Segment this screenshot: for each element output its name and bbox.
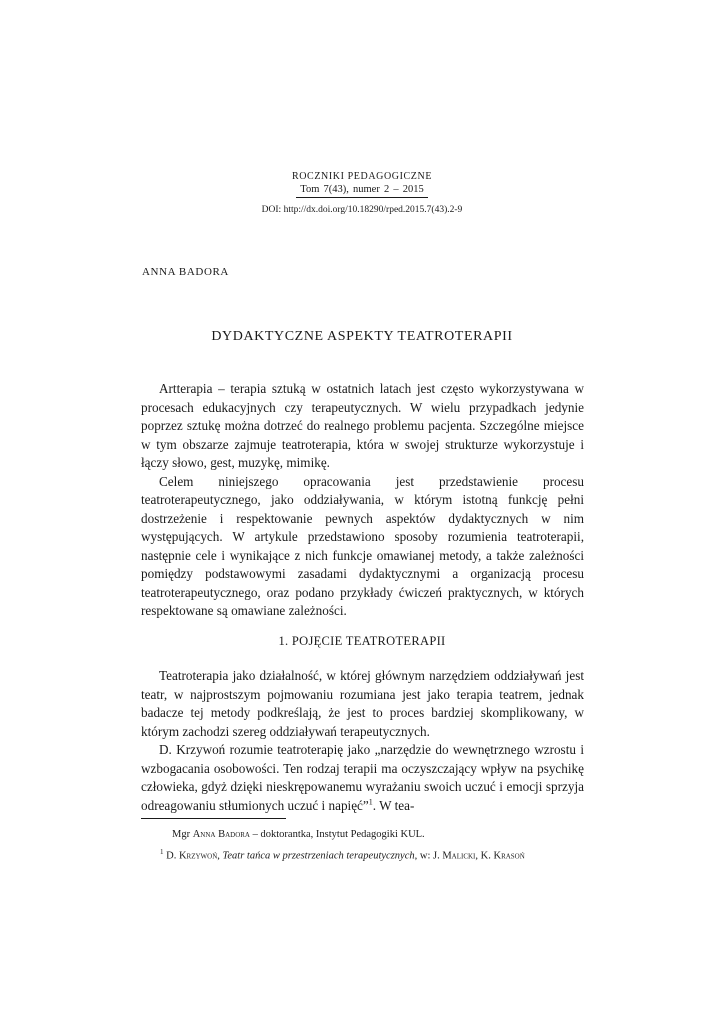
footnote-author-first: Anna	[192, 829, 216, 840]
footnote-editor: Malicki	[442, 850, 476, 862]
footnote-1	[160, 848, 525, 862]
section-heading: 1. POJĘCIE TEATROTERAPII	[278, 634, 446, 648]
footnote-marker: 1	[160, 848, 164, 856]
body-paragraph-text: D. Krzywoń rozumie teatroterapię jako „narzędzie do wewnętrznego wzrostu i wzbogacania osobowości. Ten rodzaj terapii ma oczyszczający wpływ na psychikę człowieka, gdyż dzięki nieskrępowanemu wyrażaniu swoich uczuć i emocji sprzyja odreagowaniu stłumionych uczuć i napięć”	[141, 742, 584, 813]
volume-info: Tom 7(43), numer 2 – 2015	[300, 184, 424, 195]
author-name: ANNA BADORA	[142, 266, 229, 278]
body-paragraph	[141, 741, 584, 815]
footnote-separator: ,	[217, 850, 223, 862]
footnote-cited-work: Teatr tańca w przestrzeniach terapeutycznych	[222, 850, 415, 862]
footnote-prefix: Mgr	[172, 829, 193, 840]
body-paragraph: Teatroterapia jako działalność, w której głównym narzędziem oddziaływań jest teatr, w najprostszym pojmowaniu rozumiana jest jako terapia teatrem, jednak badacze tej metody podkreślają, że jest to proces bardziej skomplikowany, w którym zachodzi szereg oddziaływań terapeutycznych.	[141, 668, 584, 739]
author-footnote	[172, 829, 425, 840]
footnote-in: , w: J.	[414, 850, 443, 862]
footnote-reference[interactable]: 1	[368, 797, 373, 807]
footnote-editor-separator: , K.	[475, 850, 494, 862]
journal-header	[0, 170, 724, 217]
header-rule	[296, 197, 428, 198]
footnote-rule	[141, 818, 286, 819]
article-title: DYDAKTYCZNE ASPEKTY TEATROTERAPII	[211, 329, 513, 344]
abstract-paragraph: Celem niniejszego opracowania jest przedstawienie procesu teatroterapeutycznego, jako oddziaływania, w którym istotną funkcję pełni dostrzeżenie i respektowanie pewnych aspektów dydaktycznych w nim występujących. W artykule przedstawiono sposoby rozumienia teatroterapii, następnie cele i wynikające z nich funkcje omawianej metody, a także zależności pomiędzy podstawowymi zasadami dydaktycznymi a organizacją procesu teatroterapeutycznego, oraz podano przykłady ćwiczeń praktycznych, w których respektowane są omawiane zależności.	[141, 473, 584, 618]
body-paragraph-tail: . W tea-	[372, 797, 415, 813]
footnote-suffix: – doktorantka, Instytut Pedagogiki KUL.	[250, 829, 425, 840]
footnote-author-last: Badora	[218, 829, 250, 840]
doi-link[interactable]: DOI: http://dx.doi.org/10.18290/rped.2015.7(43).2-9	[261, 205, 463, 215]
journal-name: ROCZNIKI PEDAGOGICZNE	[291, 171, 433, 182]
footnote-cited-author: D. Krzywoń	[166, 850, 218, 862]
footnote-editor: Krasoń	[493, 850, 525, 862]
section-body	[141, 667, 584, 815]
abstract	[141, 380, 584, 621]
abstract-paragraph: Artterapia – terapia sztuką w ostatnich latach jest często wykorzystywana w procesach edukacyjnych czy terapeutycznych. W wielu przypadkach jedynie poprzez sztukę można dotrzeć do realnego problemu pacjenta. Szczególne miejsce w tym obszarze zajmuje teatroterapia, która w swojej strukturze wykorzystuje i łączy słowo, gest, muzykę, mimikę.	[141, 381, 584, 470]
